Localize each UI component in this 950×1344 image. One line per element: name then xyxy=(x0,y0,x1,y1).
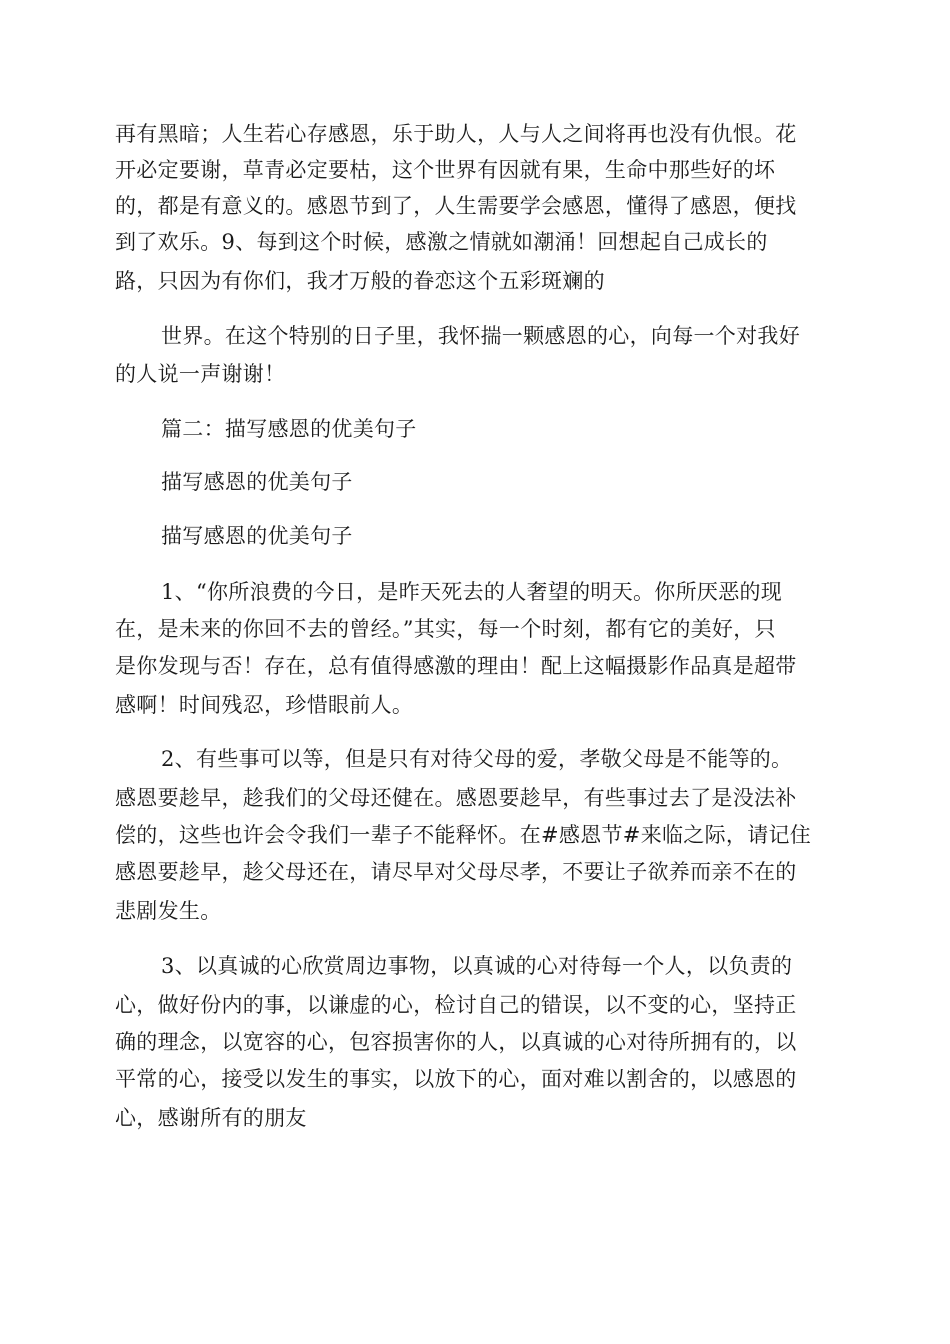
list-item-line: 心，做好份内的事，以谦虚的心，检讨自己的错误，以不变的心，坚持正 xyxy=(115,993,797,1017)
paragraph-line: 到了欢乐。9、每到这个时候，感激之情就如潮涌！回想起自己成长的 xyxy=(115,230,768,254)
list-item-line: 感恩要趁早，趁我们的父母还健在。感恩要趁早，有些事过去了是没法补 xyxy=(115,786,797,810)
list-item-line: 感恩要趁早，趁父母还在，请尽早对父母尽孝，不要让子欲养而亲不在的 xyxy=(115,860,797,884)
list-item-line: 2、有些事可以等，但是只有对待父母的爱，孝敬父母是不能等的。 xyxy=(161,747,793,771)
list-item-line: 悲剧发生。 xyxy=(115,899,222,923)
list-item-line: 平常的心，接受以发生的事实，以放下的心，面对难以割舍的，以感恩的 xyxy=(115,1067,797,1091)
list-item-line: 3、以真诚的心欣赏周边事物，以真诚的心对待每一个人，以负责的 xyxy=(161,954,793,978)
list-item-line: 是你发现与否！存在，总有值得感激的理由！配上这幅摄影作品真是超带 xyxy=(115,654,797,678)
subtitle: 描写感恩的优美句子 xyxy=(161,470,353,494)
paragraph-line: 世界。在这个特别的日子里，我怀揣一颗感恩的心，向每一个对我好 xyxy=(161,324,800,348)
list-item-line: 感啊！时间残忍，珍惜眼前人。 xyxy=(115,693,414,717)
paragraph-line: 开必定要谢，草青必定要枯，这个世界有因就有果，生命中那些好的坏 xyxy=(115,158,776,182)
list-item-line: 1、“你所浪费的今日，是昨天死去的人奢望的明天。你所厌恶的现 xyxy=(161,580,783,604)
list-item-line: 偿的，这些也许会令我们一辈子不能释怀。在#感恩节#来临之际，请记住 xyxy=(115,823,812,847)
section-heading: 篇二：描写感恩的优美句子 xyxy=(161,417,417,441)
paragraph-line: 再有黑暗；人生若心存感恩，乐于助人，人与人之间将再也没有仇恨。花 xyxy=(115,122,797,146)
list-item-line: 心，感谢所有的朋友 xyxy=(115,1106,307,1130)
paragraph-line: 的，都是有意义的。感恩节到了，人生需要学会感恩，懂得了感恩，便找 xyxy=(115,194,797,218)
paragraph-line: 路，只因为有你们，我才万般的眷恋这个五彩斑斓的 xyxy=(115,269,605,293)
list-item-line: 在，是未来的你回不去的曾经。”其实，每一个时刻，都有它的美好，只 xyxy=(115,617,776,641)
list-item-line: 确的理念，以宽容的心，包容损害你的人，以真诚的心对待所拥有的，以 xyxy=(115,1030,797,1054)
subtitle: 描写感恩的优美句子 xyxy=(161,524,353,548)
paragraph-line: 的人说一声谢谢！ xyxy=(115,362,286,386)
